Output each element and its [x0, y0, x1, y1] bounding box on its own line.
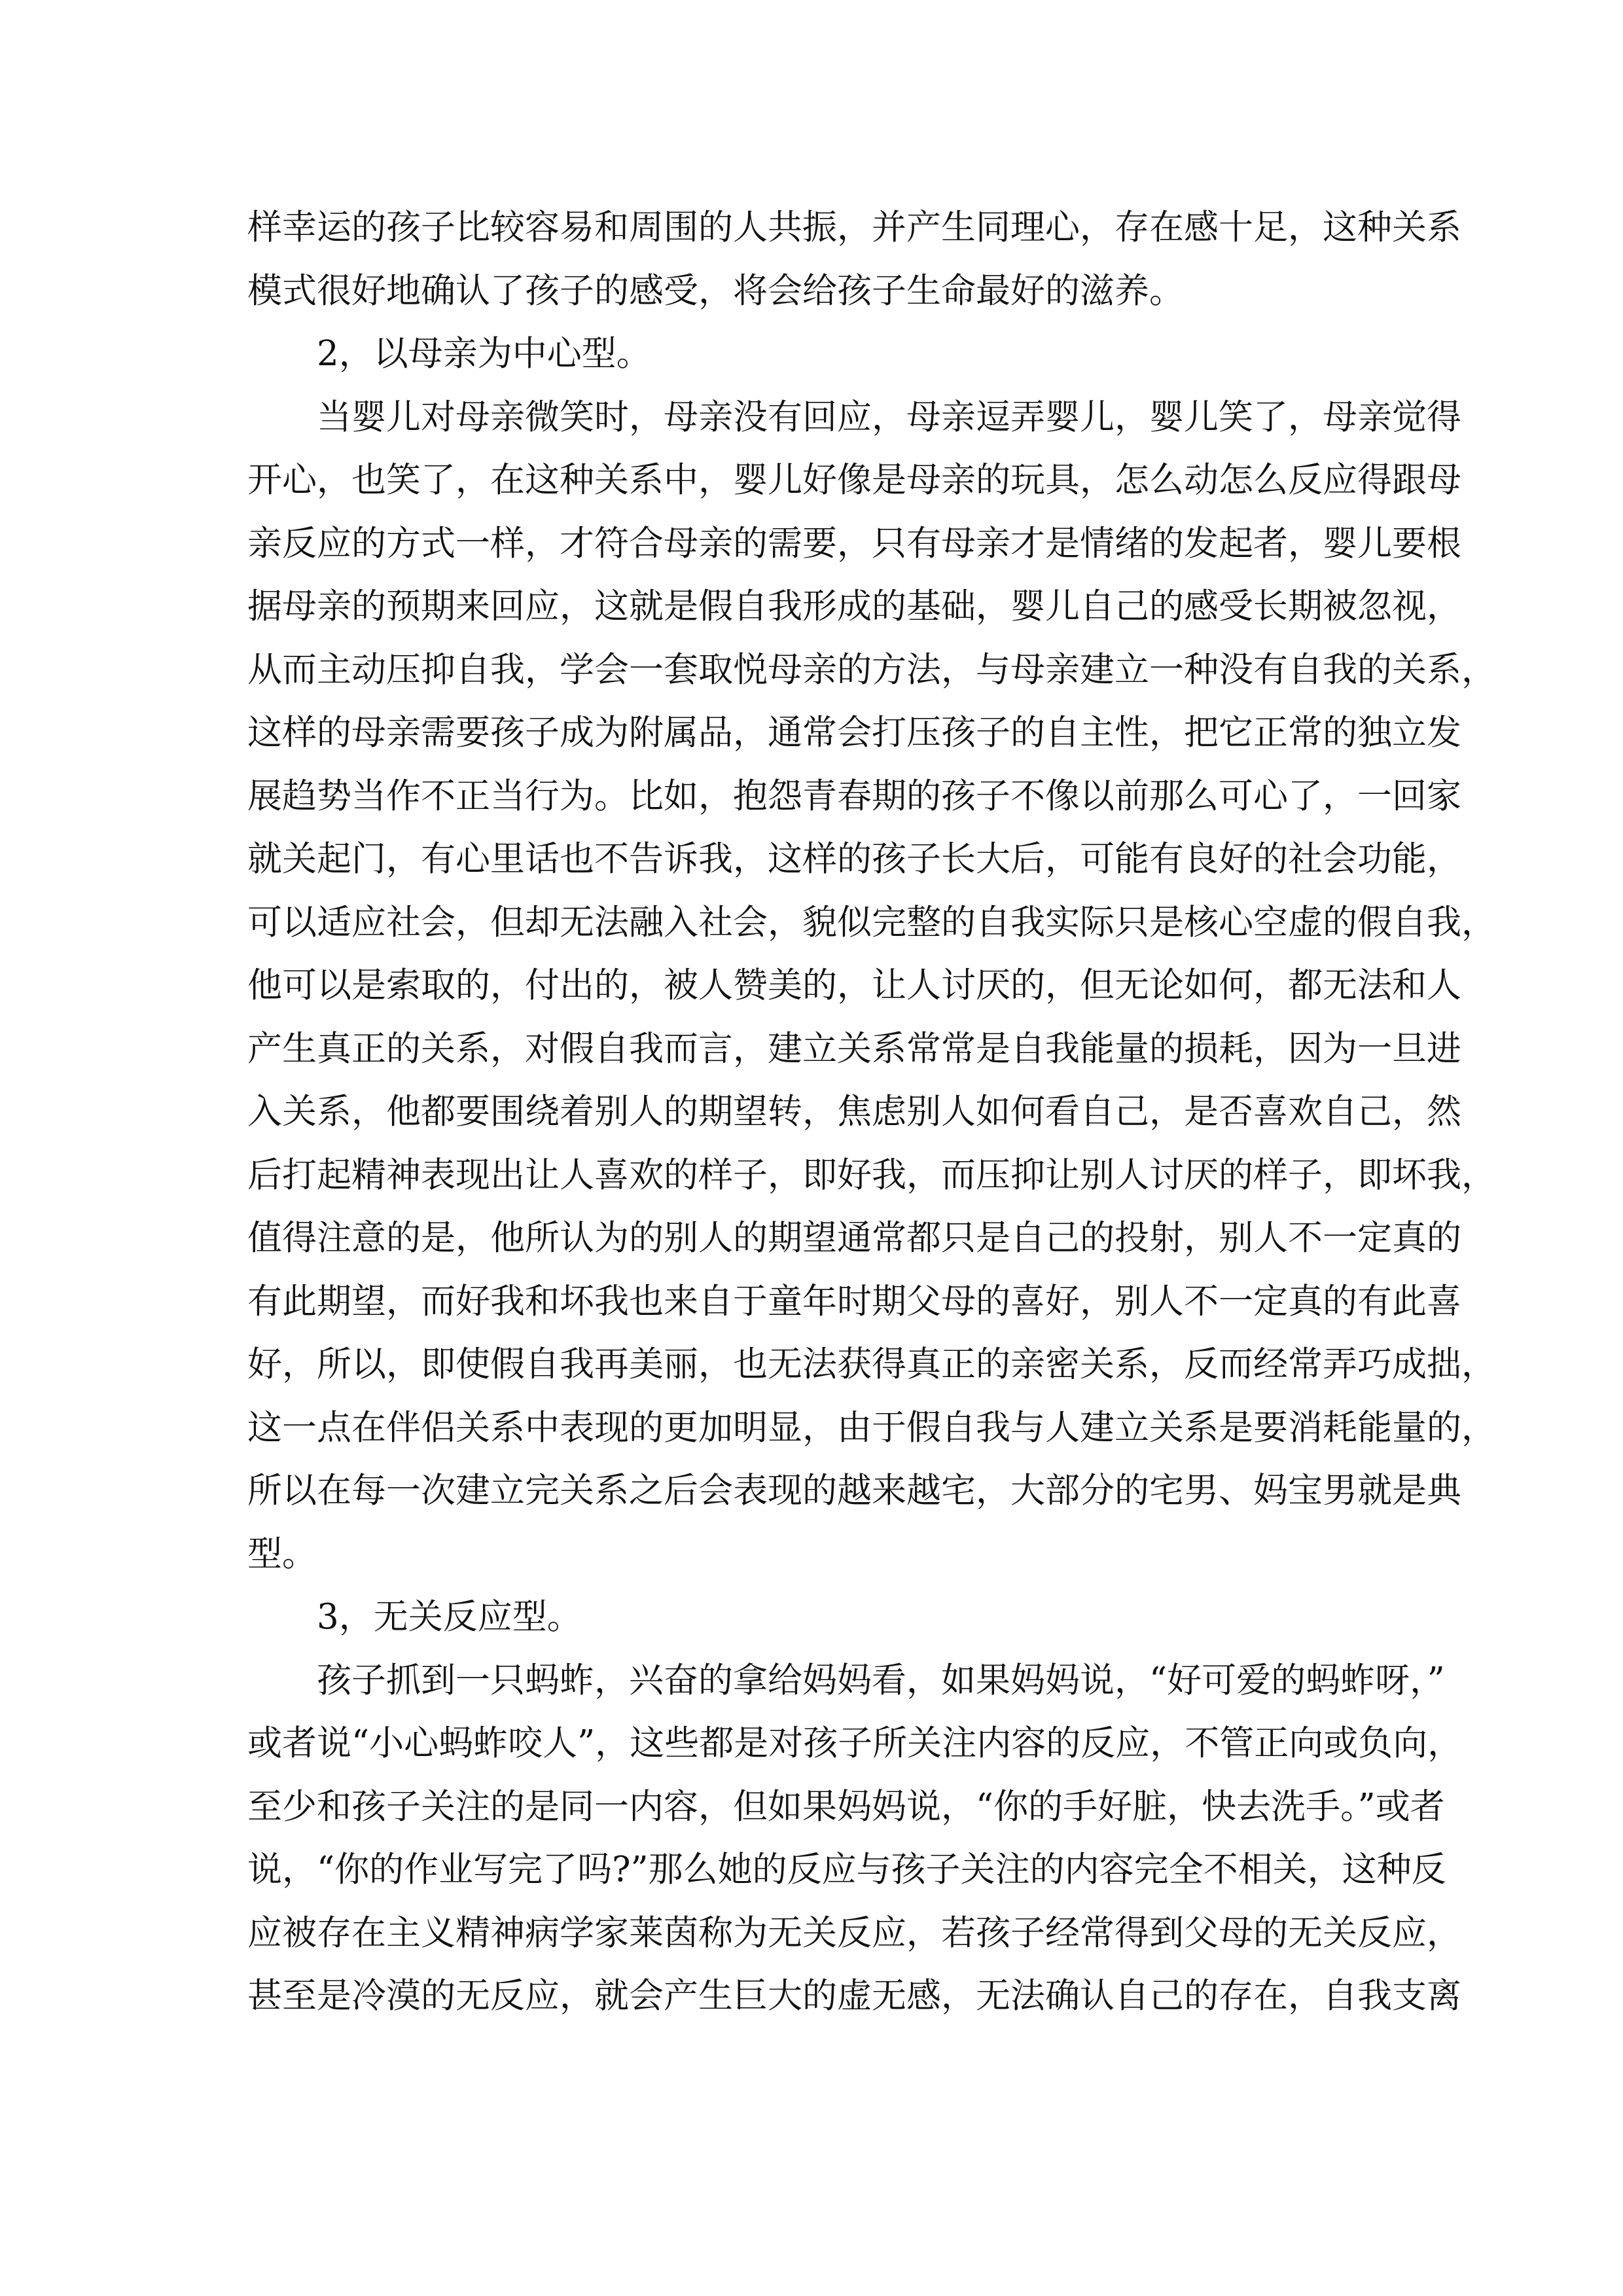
text-line: 甚至是冷漠的无反应，就会产生巨大的虚无感，无法确认自己的存在，自我支离: [247, 1976, 1461, 2016]
text-line: 亲反应的方式一样，才符合母亲的需要，只有母亲才是情绪的发起者，婴儿要根: [247, 523, 1461, 564]
text-line: 应被存在主义精神病学家莱茵称为无关反应，若孩子经常得到父母的无关反应，: [247, 1912, 1461, 1953]
text-line: 2，以母亲为中心型。: [317, 334, 651, 374]
text-line: 当婴儿对母亲微笑时，母亲没有回应，母亲逗弄婴儿，婴儿笑了，母亲觉得: [317, 397, 1461, 437]
text-line: 从而主动压抑自我，学会一套取悦母亲的方法，与母亲建立一种没有自我的关系，: [247, 649, 1496, 690]
text-line: 型。: [247, 1534, 317, 1574]
text-line: 值得注意的是，他所认为的别人的期望通常都只是自己的投射，别人不一定真的: [247, 1218, 1461, 1258]
text-line: 3，无关反应型。: [317, 1597, 582, 1637]
text-line: 好，所以，即使假自我再美丽，也无法获得真正的亲密关系，反而经常弄巧成拙，: [247, 1344, 1496, 1384]
text-line: 就关起门，有心里话也不告诉我，这样的孩子长大后，可能有良好的社会功能，: [247, 839, 1461, 879]
text-line: 有此期望，而好我和坏我也来自于童年时期父母的喜好，别人不一定真的有此喜: [247, 1281, 1461, 1321]
text-line: 样幸运的孩子比较容易和周围的人共振，并产生同理心，存在感十足，这种关系: [247, 207, 1461, 247]
text-line: 这一点在伴侣关系中表现的更加明显，由于假自我与人建立关系是要消耗能量的，: [247, 1407, 1496, 1448]
text-line: 模式很好地确认了孩子的感受，将会给孩子生命最好的滋养。: [247, 270, 1184, 311]
text-line: 说，“你的作业写完了吗?”那么她的反应与孩子关注的内容完全不相关，这种反: [247, 1850, 1446, 1890]
text-line: 或者说“小心蚂蚱咬人”，这些都是对孩子所关注内容的反应，不管正向或负向，: [247, 1723, 1463, 1763]
text-line: 这样的母亲需要孩子成为附属品，通常会打压孩子的自主性，把它正常的独立发: [247, 713, 1461, 753]
text-line: 展趋势当作不正当行为。比如，抱怨青春期的孩子不像以前那么可心了，一回家: [247, 776, 1461, 816]
text-line: 后打起精神表现出让人喜欢的样子，即好我，而压抑让别人讨厌的样子，即坏我，: [247, 1155, 1496, 1195]
text-line: 孩子抓到一只蚂蚱，兴奋的拿给妈妈看，如果妈妈说，“好可爱的蚂蚱呀，”: [317, 1660, 1445, 1700]
text-line: 所以在每一次建立完关系之后会表现的越来越宅，大部分的宅男、妈宝男就是典: [247, 1471, 1461, 1511]
text-line: 至少和孩子关注的是同一内容，但如果妈妈说，“你的手好脏，快去洗手。”或者: [247, 1786, 1445, 1827]
document-body: [247, 196, 1496, 2028]
text-line: 他可以是索取的，付出的，被人赞美的，让人讨厌的，但无论如何，都无法和人: [247, 965, 1461, 1005]
text-line: 入关系，他都要围绕着别人的期望转，焦虑别人如何看自己，是否喜欢自己，然: [247, 1092, 1461, 1132]
text-line: 产生真正的关系，对假自我而言，建立关系常常是自我能量的损耗，因为一旦进: [247, 1028, 1461, 1069]
text-line: 据母亲的预期来回应，这就是假自我形成的基础，婴儿自己的感受长期被忽视，: [247, 586, 1461, 626]
text-line: 开心，也笑了，在这种关系中，婴儿好像是母亲的玩具，怎么动怎么反应得跟母: [247, 460, 1461, 500]
text-line: 可以适应社会，但却无法融入社会，貌似完整的自我实际只是核心空虚的假自我，: [247, 902, 1496, 942]
